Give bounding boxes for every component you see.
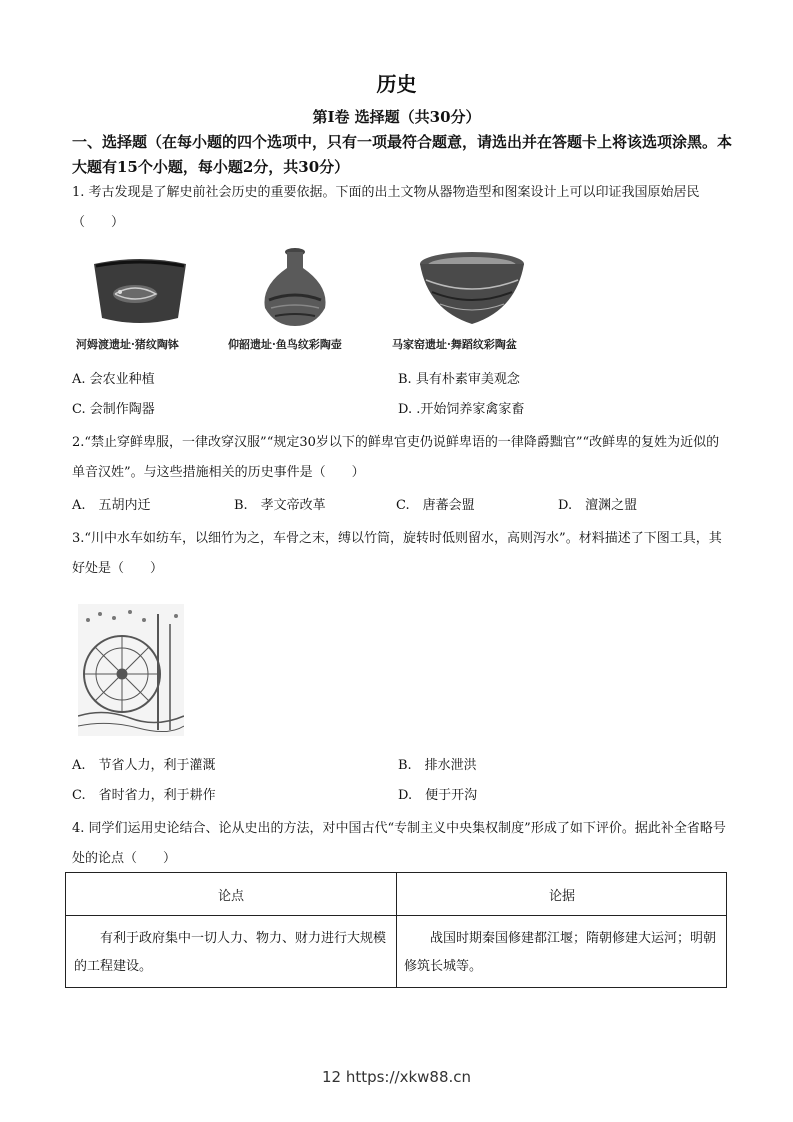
argument-table [65, 872, 727, 988]
q1-option-b: B. 具有朴素审美观念 [398, 372, 520, 387]
question-2-stem: 2.“禁止穿鲜卑服，一律改穿汉服”“规定30岁以下的鲜卑官吏仍说鲜卑语的一律降爵黜官”“改鲜卑的复姓为近似的单音汉姓”。与这些措施相关的历史事件是（ ） [72, 435, 720, 480]
q2-option-c: C. 唐蕃会盟 [396, 498, 475, 513]
artifact-caption-2: 仰韶遗址·鱼鸟纹彩陶壶 [228, 338, 342, 351]
painted-pottery-basin-image [418, 250, 526, 330]
table-header-argument: 论点 [217, 889, 244, 904]
q1-option-a: A. 会农业种植 [72, 372, 155, 387]
table-cell-argument: 有利于政府集中一切人力、物力、财力进行大规模的工程建设。 [74, 931, 387, 974]
question-4-stem: 4. 同学们运用史论结合、论从史出的方法，对中国古代“专制主义中央集权制度”形成了如下评价。据此补全省略号处的论点（ ） [72, 821, 726, 866]
q1-option-d: D. .开始饲养家禽家畜 [398, 402, 525, 417]
table-cell-evidence: 战国时期秦国修建都江堰；隋朝修建大运河；明朝修筑长城等。 [404, 931, 717, 974]
q3-option-b: B. 排水泄洪 [398, 758, 477, 773]
question-3-stem: 3.“川中水车如纺车，以细竹为之，车骨之末，缚以竹筒，旋转时低则留水，高则泻水”。材料描述了下图工具，其好处是（ ） [72, 531, 722, 576]
q2-option-a: A. 五胡内迁 [72, 498, 151, 513]
q3-option-a: A. 节省人力，利于灌溉 [72, 758, 216, 773]
part-title: 第Ⅰ卷 选择题（共30分） [312, 108, 481, 126]
page-footer: 12 https://xkw88.cn [321, 1068, 472, 1086]
q2-option-b: B. 孝文帝改革 [234, 498, 326, 513]
artifact-caption-3: 马家窑遗址·舞蹈纹彩陶盆 [392, 338, 517, 351]
painted-pottery-pot-image [255, 246, 335, 332]
q3-option-d: D. 便于开沟 [398, 788, 478, 803]
artifact-caption-1: 河姆渡遗址·猪纹陶钵 [76, 338, 179, 351]
table-header-evidence: 论据 [548, 889, 575, 904]
page-title: 历史 [376, 72, 417, 96]
pottery-bowl-image [90, 256, 190, 326]
section-heading: 一、选择题（在每小题的四个选项中，只有一项最符合题意，请选出并在答题卡上将该选项涂黑。本大题有15个小题，每小题2分，共30分） [72, 133, 733, 176]
q1-option-c: C. 会制作陶器 [72, 402, 155, 417]
q3-option-c: C. 省时省力，利于耕作 [72, 788, 216, 803]
waterwheel-image [78, 604, 184, 736]
question-1-stem: 1. 考古发现是了解史前社会历史的重要依据。下面的出土文物从器物造型和图案设计上可以印证我国原始居民（ ） [72, 185, 700, 230]
q2-option-d: D. 澶渊之盟 [558, 498, 638, 513]
